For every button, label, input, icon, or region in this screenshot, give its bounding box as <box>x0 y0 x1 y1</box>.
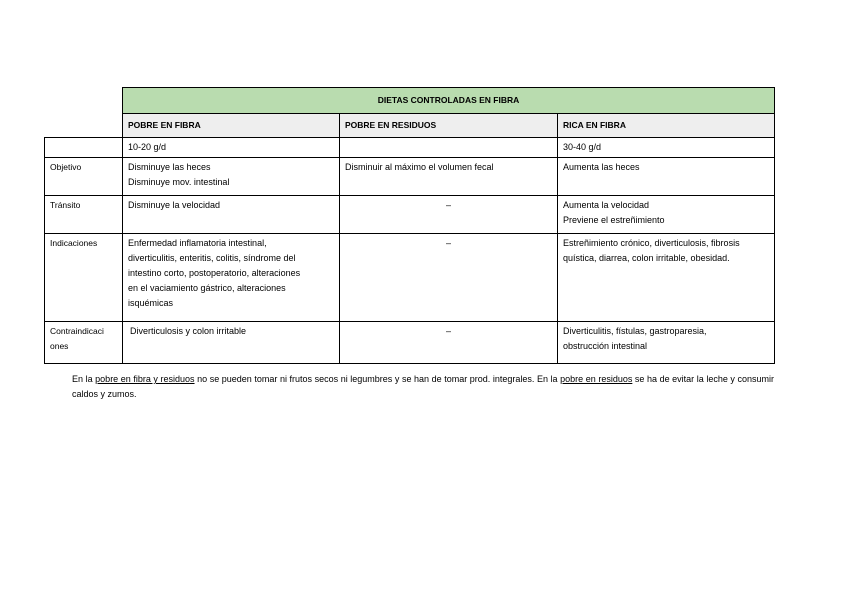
cell-line: Estreñimiento crónico, diverticulosis, fibrosis <box>563 238 740 248</box>
table-title: DIETAS CONTROLADAS EN FIBRA <box>123 88 775 114</box>
cell-line: quística, diarrea, colon irritable, obesidad. <box>563 253 730 263</box>
cell-line: – <box>445 326 451 336</box>
cell-objetivo-pobre-residuos <box>340 158 558 196</box>
cell-line: Disminuye las heces <box>128 162 211 172</box>
label-line: ones <box>50 341 69 351</box>
row-label-indicaciones: Indicaciones <box>45 234 123 322</box>
cell-line: isquémicas <box>128 298 174 308</box>
row-label-objetivo: Objetivo <box>45 158 123 196</box>
cell-transito-pobre-fibra <box>123 196 340 234</box>
fiber-diet-table <box>44 87 775 364</box>
empty-corner-cell <box>45 88 123 114</box>
column-header-pobre-fibra: POBRE EN FIBRA <box>123 114 340 138</box>
note-text: En la <box>72 374 96 384</box>
cell-transito-rica-fibra <box>558 196 775 234</box>
table-row-objetivo <box>45 158 775 196</box>
cell-line: – <box>445 238 451 248</box>
cell-line: Disminuir al máximo el volumen fecal <box>345 162 494 172</box>
cell-line: Disminuye mov. intestinal <box>128 177 230 187</box>
cell-line: Enfermedad inflamatoria intestinal, <box>128 238 267 248</box>
cell-indicaciones-pobre-residuos <box>340 234 558 322</box>
cell-line: – <box>445 200 451 210</box>
cell-transito-pobre-residuos <box>340 196 558 234</box>
cell-line: Aumenta la velocidad <box>563 200 650 210</box>
column-header-pobre-residuos: POBRE EN RESIDUOS <box>340 114 558 138</box>
table-row-contraindicaciones <box>45 322 775 364</box>
note-underlined-term: pobre en residuos <box>560 374 633 384</box>
footnote-paragraph <box>72 372 774 402</box>
cell-indicaciones-pobre-fibra <box>123 234 340 322</box>
note-text: no se pueden tomar ni frutos secos ni legumbres y se han de tomar prod. integrales. En la <box>194 374 561 384</box>
amount-pobre-residuos <box>340 138 558 158</box>
amount-rica-fibra: 30-40 g/d <box>558 138 775 158</box>
cell-line: Diverticulosis y colon irritable <box>130 326 247 336</box>
label-line: Contraindicaci <box>50 326 104 336</box>
note-text: se ha de evitar la leche y consumir caldos y zumos. <box>72 374 775 399</box>
cell-line: obstrucción intestinal <box>563 341 648 351</box>
cell-line: intestino corto, postoperatorio, alteraciones <box>128 268 301 278</box>
row-label-contraindicaciones <box>45 322 123 364</box>
amount-pobre-fibra: 10-20 g/d <box>123 138 340 158</box>
table-row-transito <box>45 196 775 234</box>
cell-objetivo-pobre-fibra <box>123 158 340 196</box>
cell-contraindicaciones-pobre-residuos <box>340 322 558 364</box>
cell-line: Disminuye la velocidad <box>128 200 221 210</box>
cell-line: diverticulitis, enteritis, colitis, síndrome del <box>128 253 296 263</box>
cell-line: Previene el estreñimiento <box>563 215 665 225</box>
cell-line: Diverticulitis, fístulas, gastroparesia, <box>563 326 707 336</box>
column-header-rica-fibra: RICA EN FIBRA <box>558 114 775 138</box>
cell-line: en el vaciamiento gástrico, alteraciones <box>128 283 286 293</box>
cell-indicaciones-rica-fibra <box>558 234 775 322</box>
row-label-transito: Tránsito <box>45 196 123 234</box>
empty-corner-cell <box>45 114 123 138</box>
cell-line: Aumenta las heces <box>563 162 640 172</box>
column-header-row <box>45 114 775 138</box>
table-title-row <box>45 88 775 114</box>
cell-objetivo-rica-fibra <box>558 158 775 196</box>
cell-contraindicaciones-rica-fibra <box>558 322 775 364</box>
note-underlined-term: pobre en fibra y residuos <box>95 374 195 384</box>
amount-row <box>45 138 775 158</box>
table-row-indicaciones <box>45 234 775 322</box>
cell-contraindicaciones-pobre-fibra <box>123 322 340 364</box>
amount-label-cell <box>45 138 123 158</box>
